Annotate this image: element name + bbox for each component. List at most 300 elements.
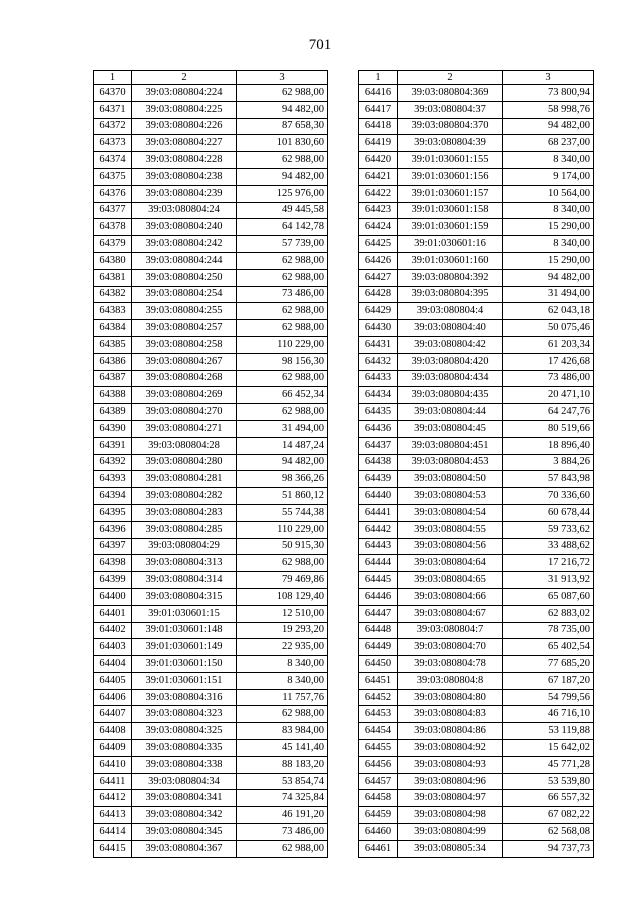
value-cell: 79 469,86	[237, 572, 328, 589]
value-cell: 64 142,78	[237, 219, 328, 236]
row-number-cell: 64415	[94, 840, 132, 857]
row-number-cell: 64459	[359, 807, 398, 824]
table-row	[94, 269, 328, 286]
table-row	[94, 773, 328, 790]
value-cell: 66 557,32	[503, 790, 594, 807]
table-row	[94, 404, 328, 421]
cadastral-number-cell: 39:03:080804:40	[398, 320, 503, 337]
value-cell: 73 486,00	[237, 286, 328, 303]
value-cell: 62 988,00	[237, 269, 328, 286]
table-row	[94, 118, 328, 135]
header-row	[359, 71, 594, 85]
cadastral-number-cell: 39:03:080804:70	[398, 639, 503, 656]
table-row	[94, 605, 328, 622]
header-row	[94, 71, 328, 85]
row-number-cell: 64374	[94, 152, 132, 169]
table-row	[359, 756, 594, 773]
row-number-cell: 64377	[94, 202, 132, 219]
value-cell: 88 183,20	[237, 756, 328, 773]
cadastral-number-cell: 39:03:080804:24	[132, 202, 237, 219]
row-number-cell: 64389	[94, 404, 132, 421]
value-cell: 74 325,84	[237, 790, 328, 807]
cadastral-number-cell: 39:03:080804:92	[398, 740, 503, 757]
table-row	[359, 236, 594, 253]
cadastral-number-cell: 39:03:080804:224	[132, 85, 237, 102]
cadastral-number-cell: 39:03:080804:392	[398, 269, 503, 286]
cadastral-number-cell: 39:03:080804:269	[132, 387, 237, 404]
table-row	[94, 236, 328, 253]
table-row	[359, 286, 594, 303]
table-row	[359, 488, 594, 505]
value-cell: 49 445,58	[237, 202, 328, 219]
cadastral-number-cell: 39:03:080804:83	[398, 706, 503, 723]
table-row	[359, 185, 594, 202]
row-number-cell: 64424	[359, 219, 398, 236]
row-number-cell: 64376	[94, 185, 132, 202]
value-cell: 46 716,10	[503, 706, 594, 723]
value-cell: 64 247,76	[503, 404, 594, 421]
value-cell: 8 340,00	[503, 152, 594, 169]
table-row	[94, 723, 328, 740]
value-cell: 62 988,00	[237, 555, 328, 572]
value-cell: 58 998,76	[503, 101, 594, 118]
table-row	[94, 320, 328, 337]
value-cell: 15 642,02	[503, 740, 594, 757]
value-cell: 94 482,00	[237, 101, 328, 118]
row-number-cell: 64454	[359, 723, 398, 740]
row-number-cell: 64407	[94, 706, 132, 723]
cadastral-number-cell: 39:03:080804:238	[132, 168, 237, 185]
row-number-cell: 64382	[94, 286, 132, 303]
row-number-cell: 64461	[359, 840, 398, 857]
table-row	[359, 824, 594, 841]
table-row	[359, 454, 594, 471]
cadastral-number-cell: 39:03:080804:254	[132, 286, 237, 303]
row-number-cell: 64460	[359, 824, 398, 841]
table-row	[94, 521, 328, 538]
cadastral-number-cell: 39:03:080805:34	[398, 840, 503, 857]
cadastral-number-cell: 39:03:080804:267	[132, 353, 237, 370]
row-number-cell: 64399	[94, 572, 132, 589]
value-cell: 62 988,00	[237, 404, 328, 421]
row-number-cell: 64456	[359, 756, 398, 773]
value-cell: 8 340,00	[503, 236, 594, 253]
value-cell: 62 988,00	[237, 152, 328, 169]
row-number-cell: 64442	[359, 521, 398, 538]
table-row	[94, 420, 328, 437]
cadastral-number-cell: 39:03:080804:225	[132, 101, 237, 118]
row-number-cell: 64381	[94, 269, 132, 286]
value-cell: 50 915,30	[237, 538, 328, 555]
row-number-cell: 64419	[359, 135, 398, 152]
row-number-cell: 64394	[94, 488, 132, 505]
cadastral-number-cell: 39:03:080804:453	[398, 454, 503, 471]
cadastral-number-cell: 39:03:080804:39	[398, 135, 503, 152]
row-number-cell: 64452	[359, 689, 398, 706]
row-number-cell: 64449	[359, 639, 398, 656]
row-number-cell: 64411	[94, 773, 132, 790]
cadastral-number-cell: 39:03:080804:78	[398, 656, 503, 673]
value-cell: 73 800,94	[503, 85, 594, 102]
cadastral-number-cell: 39:03:080804:255	[132, 303, 237, 320]
row-number-cell: 64398	[94, 555, 132, 572]
row-number-cell: 64433	[359, 370, 398, 387]
row-number-cell: 64388	[94, 387, 132, 404]
value-cell: 125 976,00	[237, 185, 328, 202]
cadastral-number-cell: 39:01:030601:157	[398, 185, 503, 202]
value-cell: 94 737,73	[503, 840, 594, 857]
register-table-right	[358, 70, 594, 858]
value-cell: 62 988,00	[237, 303, 328, 320]
row-number-cell: 64404	[94, 656, 132, 673]
value-cell: 12 510,00	[237, 605, 328, 622]
value-cell: 55 744,38	[237, 504, 328, 521]
value-cell: 54 799,56	[503, 689, 594, 706]
row-number-cell: 64444	[359, 555, 398, 572]
row-number-cell: 64395	[94, 504, 132, 521]
value-cell: 66 452,34	[237, 387, 328, 404]
table-row	[94, 286, 328, 303]
table-row	[359, 420, 594, 437]
table-row	[94, 219, 328, 236]
table-row	[94, 303, 328, 320]
cadastral-number-cell: 39:03:080804:271	[132, 420, 237, 437]
row-number-cell: 64418	[359, 118, 398, 135]
row-number-cell: 64447	[359, 605, 398, 622]
table-row	[94, 504, 328, 521]
cadastral-number-cell: 39:01:030601:159	[398, 219, 503, 236]
cadastral-number-cell: 39:03:080804:239	[132, 185, 237, 202]
table-row	[94, 572, 328, 589]
table-row	[94, 756, 328, 773]
row-number-cell: 64440	[359, 488, 398, 505]
cadastral-number-cell: 39:03:080804:240	[132, 219, 237, 236]
row-number-cell: 64453	[359, 706, 398, 723]
value-cell: 50 075,46	[503, 320, 594, 337]
cadastral-number-cell: 39:03:080804:99	[398, 824, 503, 841]
cadastral-number-cell: 39:03:080804:228	[132, 152, 237, 169]
table-row	[94, 622, 328, 639]
table-row	[359, 689, 594, 706]
table-row	[359, 353, 594, 370]
row-number-cell: 64443	[359, 538, 398, 555]
table-body-left	[94, 71, 328, 858]
value-cell: 51 860,12	[237, 488, 328, 505]
value-cell: 22 935,00	[237, 639, 328, 656]
value-cell: 8 340,00	[503, 202, 594, 219]
row-number-cell: 64392	[94, 454, 132, 471]
cadastral-number-cell: 39:03:080804:242	[132, 236, 237, 253]
row-number-cell: 64458	[359, 790, 398, 807]
cadastral-number-cell: 39:01:030601:149	[132, 639, 237, 656]
table-row	[94, 790, 328, 807]
value-cell: 65 087,60	[503, 588, 594, 605]
row-number-cell: 64400	[94, 588, 132, 605]
table-row	[359, 252, 594, 269]
cadastral-number-cell: 39:03:080804:8	[398, 672, 503, 689]
value-cell: 18 896,40	[503, 437, 594, 454]
value-cell: 98 366,26	[237, 471, 328, 488]
table-row	[359, 807, 594, 824]
cadastral-number-cell: 39:01:030601:151	[132, 672, 237, 689]
value-cell: 68 237,00	[503, 135, 594, 152]
row-number-cell: 64379	[94, 236, 132, 253]
cadastral-number-cell: 39:03:080804:280	[132, 454, 237, 471]
row-number-cell: 64431	[359, 336, 398, 353]
value-cell: 33 488,62	[503, 538, 594, 555]
table-row	[359, 118, 594, 135]
value-cell: 9 174,00	[503, 168, 594, 185]
table-row	[359, 538, 594, 555]
value-cell: 10 564,00	[503, 185, 594, 202]
cadastral-number-cell: 39:03:080804:4	[398, 303, 503, 320]
table-row	[359, 622, 594, 639]
table-row	[94, 706, 328, 723]
value-cell: 57 739,00	[237, 236, 328, 253]
row-number-cell: 64412	[94, 790, 132, 807]
value-cell: 62 568,08	[503, 824, 594, 841]
table-row	[359, 723, 594, 740]
value-cell: 46 191,20	[237, 807, 328, 824]
table-row	[359, 656, 594, 673]
row-number-cell: 64455	[359, 740, 398, 757]
cadastral-number-cell: 39:03:080804:227	[132, 135, 237, 152]
row-number-cell: 64421	[359, 168, 398, 185]
row-number-cell: 64391	[94, 437, 132, 454]
table-row	[359, 555, 594, 572]
table-row	[359, 336, 594, 353]
value-cell: 67 082,22	[503, 807, 594, 824]
table-row	[94, 85, 328, 102]
value-cell: 57 843,98	[503, 471, 594, 488]
value-cell: 62 043,18	[503, 303, 594, 320]
row-number-cell: 64417	[359, 101, 398, 118]
table-row	[94, 471, 328, 488]
row-number-cell: 64428	[359, 286, 398, 303]
cadastral-number-cell: 39:03:080804:395	[398, 286, 503, 303]
row-number-cell: 64416	[359, 85, 398, 102]
table-row	[94, 538, 328, 555]
cadastral-number-cell: 39:01:030601:158	[398, 202, 503, 219]
table-row	[359, 605, 594, 622]
table-row	[359, 740, 594, 757]
row-number-cell: 64429	[359, 303, 398, 320]
cadastral-number-cell: 39:03:080804:96	[398, 773, 503, 790]
table-row	[359, 303, 594, 320]
value-cell: 61 203,34	[503, 336, 594, 353]
table-row	[359, 840, 594, 857]
table-row	[94, 168, 328, 185]
cadastral-number-cell: 39:03:080804:56	[398, 538, 503, 555]
table-row	[94, 672, 328, 689]
table-row	[94, 807, 328, 824]
cadastral-number-cell: 39:03:080804:313	[132, 555, 237, 572]
value-cell: 94 482,00	[237, 168, 328, 185]
cadastral-number-cell: 39:03:080804:370	[398, 118, 503, 135]
table-row	[359, 202, 594, 219]
row-number-cell: 64403	[94, 639, 132, 656]
table-row	[94, 740, 328, 757]
cadastral-number-cell: 39:03:080804:97	[398, 790, 503, 807]
row-number-cell: 64436	[359, 420, 398, 437]
value-cell: 62 988,00	[237, 840, 328, 857]
row-number-cell: 64371	[94, 101, 132, 118]
value-cell: 62 883,02	[503, 605, 594, 622]
value-cell: 8 340,00	[237, 656, 328, 673]
table-row	[94, 656, 328, 673]
row-number-cell: 64397	[94, 538, 132, 555]
cadastral-number-cell: 39:01:030601:150	[132, 656, 237, 673]
column-header-value: 3	[503, 71, 594, 85]
cadastral-number-cell: 39:03:080804:244	[132, 252, 237, 269]
value-cell: 101 830,60	[237, 135, 328, 152]
cadastral-number-cell: 39:03:080804:435	[398, 387, 503, 404]
cadastral-number-cell: 39:03:080804:29	[132, 538, 237, 555]
row-number-cell: 64405	[94, 672, 132, 689]
cadastral-number-cell: 39:03:080804:335	[132, 740, 237, 757]
cadastral-number-cell: 39:01:030601:16	[398, 236, 503, 253]
value-cell: 45 141,40	[237, 740, 328, 757]
table-row	[359, 320, 594, 337]
row-number-cell: 64438	[359, 454, 398, 471]
table-row	[359, 152, 594, 169]
row-number-cell: 64396	[94, 521, 132, 538]
row-number-cell: 64420	[359, 152, 398, 169]
row-number-cell: 64406	[94, 689, 132, 706]
value-cell: 53 119,88	[503, 723, 594, 740]
value-cell: 67 187,20	[503, 672, 594, 689]
column-header-value: 3	[237, 71, 328, 85]
cadastral-number-cell: 39:03:080804:282	[132, 488, 237, 505]
cadastral-number-cell: 39:01:030601:160	[398, 252, 503, 269]
value-cell: 65 402,54	[503, 639, 594, 656]
table-row	[359, 219, 594, 236]
cadastral-number-cell: 39:03:080804:325	[132, 723, 237, 740]
value-cell: 62 988,00	[237, 85, 328, 102]
value-cell: 14 487,24	[237, 437, 328, 454]
row-number-cell: 64373	[94, 135, 132, 152]
row-number-cell: 64408	[94, 723, 132, 740]
table-row	[359, 269, 594, 286]
value-cell: 62 988,00	[237, 706, 328, 723]
row-number-cell: 64402	[94, 622, 132, 639]
cadastral-number-cell: 39:03:080804:250	[132, 269, 237, 286]
value-cell: 78 735,00	[503, 622, 594, 639]
cadastral-number-cell: 39:03:080804:55	[398, 521, 503, 538]
value-cell: 70 336,60	[503, 488, 594, 505]
value-cell: 53 854,74	[237, 773, 328, 790]
table-row	[94, 101, 328, 118]
cadastral-number-cell: 39:03:080804:283	[132, 504, 237, 521]
cadastral-number-cell: 39:03:080804:257	[132, 320, 237, 337]
cadastral-number-cell: 39:03:080804:323	[132, 706, 237, 723]
table-row	[94, 185, 328, 202]
cadastral-number-cell: 39:03:080804:34	[132, 773, 237, 790]
cadastral-number-cell: 39:03:080804:367	[132, 840, 237, 857]
cadastral-number-cell: 39:03:080804:316	[132, 689, 237, 706]
table-row	[359, 135, 594, 152]
table-row	[94, 689, 328, 706]
value-cell: 3 884,26	[503, 454, 594, 471]
value-cell: 62 988,00	[237, 252, 328, 269]
table-row	[359, 387, 594, 404]
cadastral-number-cell: 39:03:080804:98	[398, 807, 503, 824]
table-row	[359, 639, 594, 656]
cadastral-number-cell: 39:03:080804:67	[398, 605, 503, 622]
value-cell: 17 426,68	[503, 353, 594, 370]
row-number-cell: 64393	[94, 471, 132, 488]
cadastral-number-cell: 39:03:080804:53	[398, 488, 503, 505]
table-row	[94, 824, 328, 841]
cadastral-number-cell: 39:03:080804:338	[132, 756, 237, 773]
row-number-cell: 64422	[359, 185, 398, 202]
value-cell: 73 486,00	[503, 370, 594, 387]
row-number-cell: 64446	[359, 588, 398, 605]
cadastral-number-cell: 39:03:080804:285	[132, 521, 237, 538]
cadastral-number-cell: 39:03:080804:420	[398, 353, 503, 370]
table-row	[94, 152, 328, 169]
row-number-cell: 64410	[94, 756, 132, 773]
value-cell: 110 229,00	[237, 521, 328, 538]
cadastral-number-cell: 39:03:080804:314	[132, 572, 237, 589]
cadastral-number-cell: 39:03:080804:315	[132, 588, 237, 605]
value-cell: 31 494,00	[237, 420, 328, 437]
row-number-cell: 64372	[94, 118, 132, 135]
cadastral-number-cell: 39:03:080804:7	[398, 622, 503, 639]
value-cell: 62 988,00	[237, 370, 328, 387]
column-header-number: 1	[359, 71, 398, 85]
value-cell: 15 290,00	[503, 252, 594, 269]
cadastral-number-cell: 39:03:080804:50	[398, 471, 503, 488]
row-number-cell: 64380	[94, 252, 132, 269]
cadastral-number-cell: 39:03:080804:64	[398, 555, 503, 572]
table-row	[94, 252, 328, 269]
value-cell: 94 482,00	[237, 454, 328, 471]
table-row	[359, 437, 594, 454]
row-number-cell: 64451	[359, 672, 398, 689]
row-number-cell: 64432	[359, 353, 398, 370]
table-row	[359, 773, 594, 790]
cadastral-number-cell: 39:01:030601:15	[132, 605, 237, 622]
table-row	[94, 488, 328, 505]
value-cell: 59 733,62	[503, 521, 594, 538]
row-number-cell: 64441	[359, 504, 398, 521]
value-cell: 31 494,00	[503, 286, 594, 303]
cadastral-number-cell: 39:03:080804:45	[398, 420, 503, 437]
value-cell: 94 482,00	[503, 269, 594, 286]
table-row	[94, 336, 328, 353]
cadastral-number-cell: 39:03:080804:451	[398, 437, 503, 454]
cadastral-number-cell: 39:03:080804:342	[132, 807, 237, 824]
row-number-cell: 64457	[359, 773, 398, 790]
row-number-cell: 64434	[359, 387, 398, 404]
register-table-left	[93, 70, 328, 858]
value-cell: 20 471,10	[503, 387, 594, 404]
row-number-cell: 64383	[94, 303, 132, 320]
row-number-cell: 64423	[359, 202, 398, 219]
cadastral-number-cell: 39:03:080804:28	[132, 437, 237, 454]
cadastral-number-cell: 39:01:030601:156	[398, 168, 503, 185]
cadastral-number-cell: 39:03:080804:93	[398, 756, 503, 773]
cadastral-number-cell: 39:03:080804:66	[398, 588, 503, 605]
row-number-cell: 64390	[94, 420, 132, 437]
row-number-cell: 64437	[359, 437, 398, 454]
table-row	[94, 437, 328, 454]
row-number-cell: 64435	[359, 404, 398, 421]
cadastral-number-cell: 39:01:030601:155	[398, 152, 503, 169]
table-row	[359, 404, 594, 421]
cadastral-number-cell: 39:03:080804:54	[398, 504, 503, 521]
